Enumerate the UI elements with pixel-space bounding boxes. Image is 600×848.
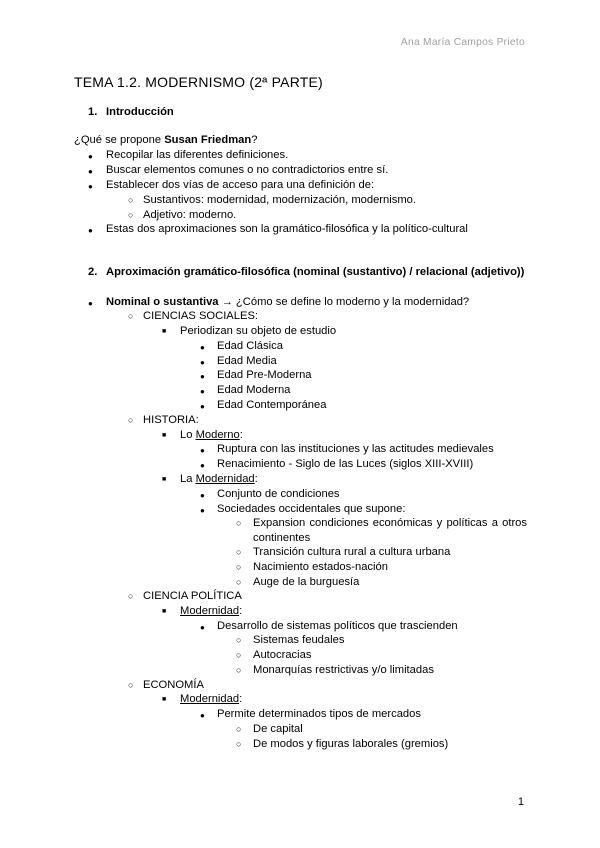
list-item: Desarrollo de sistemas políticos que trascienden [217, 620, 458, 632]
list-item: Edad Pre-Moderna [217, 369, 312, 381]
bullet-circle-icon: ○ [128, 311, 134, 321]
bullet-circle-icon: ○ [236, 650, 242, 660]
list-item: Edad Moderna [217, 384, 291, 396]
bullet-disc-icon: ● [200, 402, 205, 411]
term-colon: : [254, 473, 258, 485]
bullet-disc-icon: ● [88, 152, 93, 161]
list-item: Sistemas feudales [253, 634, 345, 646]
list-item: CIENCIA POLÍTICA [143, 590, 242, 602]
term-prefix: Lo [180, 429, 196, 441]
author-name: Ana María Campos Prieto [400, 37, 525, 48]
bullet-square-icon: ■ [162, 328, 167, 335]
list-item: CIENCIAS SOCIALES: [143, 310, 259, 322]
section-2-title: Aproximación gramático-filosófica (nominal (sustantivo) / relacional (adjetivo)) [106, 266, 525, 278]
list-item: ECONOMÍA [143, 679, 204, 691]
list-item: Estas dos aproximaciones son la gramático-filosófica y la político-cultural [106, 223, 468, 235]
page-number: 1 [517, 796, 524, 808]
list-item: Sociedades occidentales que supone: [217, 503, 406, 515]
list-item: De modos y figuras laborales (gremios) [253, 738, 449, 750]
list-item: Sustantivos: modernidad, modernización, modernismo. [143, 194, 416, 206]
list-item: Conjunto de condiciones [217, 488, 340, 500]
term-colon: : [239, 605, 243, 617]
bullet-circle-icon: ○ [236, 739, 242, 749]
term-prefix: La [180, 473, 196, 485]
question-text: ¿Qué se propone [74, 134, 165, 146]
bullet-disc-icon: ● [88, 299, 93, 308]
bullet-disc-icon: ● [200, 446, 205, 455]
bullet-circle-icon: ○ [236, 562, 242, 572]
bullet-circle-icon: ○ [128, 195, 134, 205]
bullet-disc-icon: ● [200, 358, 205, 367]
bullet-circle-icon: ○ [128, 415, 134, 425]
list-item: HISTORIA: [143, 414, 199, 426]
list-item: Edad Contemporánea [217, 399, 327, 411]
bullet-square-icon: ■ [162, 476, 167, 483]
bullet-disc-icon: ● [200, 343, 205, 352]
term-modernidad: Modernidad [180, 605, 240, 617]
bullet-disc-icon: ● [200, 623, 205, 632]
list-item: De capital [253, 723, 303, 735]
list-item [180, 473, 258, 485]
list-item [180, 693, 242, 705]
list-item: Edad Clásica [217, 340, 283, 352]
bullet-disc-icon: ● [88, 226, 93, 235]
list-item: Monarquías restrictivas y/o limitadas [253, 664, 434, 676]
list-item: Expansion condiciones económicas y políticas a otros continentes [253, 517, 527, 544]
bullet-circle-icon: ○ [236, 724, 242, 734]
list-item: Renacimiento - Siglo de las Luces (siglos XIII-XVIII) [217, 458, 474, 470]
bullet-disc-icon: ● [200, 711, 205, 720]
bullet-disc-icon: ● [200, 387, 205, 396]
section-2-number: 2. [88, 266, 98, 278]
section-1-number: 1. [88, 106, 98, 118]
list-item: Transición cultura rural a cultura urbana [253, 546, 451, 558]
list-item [180, 605, 242, 617]
list-item: Recopilar las diferentes definiciones. [106, 149, 289, 161]
bullet-disc-icon: ● [200, 461, 205, 470]
bullet-square-icon: ■ [162, 696, 167, 703]
term-moderno: Moderno [195, 429, 240, 441]
bullet-disc-icon: ● [88, 182, 93, 191]
list-item: Nacimiento estados-nación [253, 561, 388, 573]
bullet-circle-icon: ○ [236, 635, 242, 645]
list-item: Ruptura con las instituciones y las actitudes medievales [217, 443, 494, 455]
page-title: TEMA 1.2. MODERNISMO (2ª PARTE) [74, 74, 323, 90]
bullet-circle-icon: ○ [128, 210, 134, 220]
list-item: Auge de la burguesía [253, 576, 360, 588]
term-colon: : [239, 693, 243, 705]
term-modernidad: Modernidad [195, 473, 255, 485]
nominal-line [106, 296, 469, 308]
bullet-circle-icon: ○ [128, 591, 134, 601]
nominal-label: Nominal o sustantiva [106, 296, 219, 308]
bullet-circle-icon: ○ [236, 547, 242, 557]
bullet-square-icon: ■ [162, 432, 167, 439]
bullet-circle-icon: ○ [128, 680, 134, 690]
nominal-question: → ¿Cómo se define lo moderno y la modernidad? [218, 296, 470, 308]
list-item: Permite determinados tipos de mercados [217, 708, 421, 720]
bullet-circle-icon: ○ [236, 665, 242, 675]
bullet-disc-icon: ● [200, 491, 205, 500]
bullet-disc-icon: ● [200, 372, 205, 381]
bullet-circle-icon: ○ [236, 577, 242, 587]
list-item: Establecer dos vías de acceso para una definición de: [106, 179, 375, 191]
list-item: Edad Media [217, 355, 277, 367]
bullet-square-icon: ■ [162, 608, 167, 615]
bullet-disc-icon: ● [88, 167, 93, 176]
section-2-heading [88, 266, 524, 278]
bullet-disc-icon: ● [200, 506, 205, 515]
list-item: Adjetivo: moderno. [143, 209, 237, 221]
list-item: Buscar elementos comunes o no contradictorios entre sí. [106, 164, 389, 176]
section-1-title: Introducción [106, 106, 174, 118]
list-item: Periodizan su objeto de estudio [180, 325, 337, 337]
term-colon: : [239, 429, 243, 441]
question-mark: ? [251, 134, 258, 146]
question-name: Susan Friedman [164, 134, 252, 146]
list-item: Autocracias [253, 649, 312, 661]
section-1-heading [88, 106, 174, 118]
bullet-circle-icon: ○ [236, 518, 242, 528]
list-item [180, 429, 243, 441]
section-1-question [74, 134, 257, 146]
term-modernidad: Modernidad [180, 693, 240, 705]
